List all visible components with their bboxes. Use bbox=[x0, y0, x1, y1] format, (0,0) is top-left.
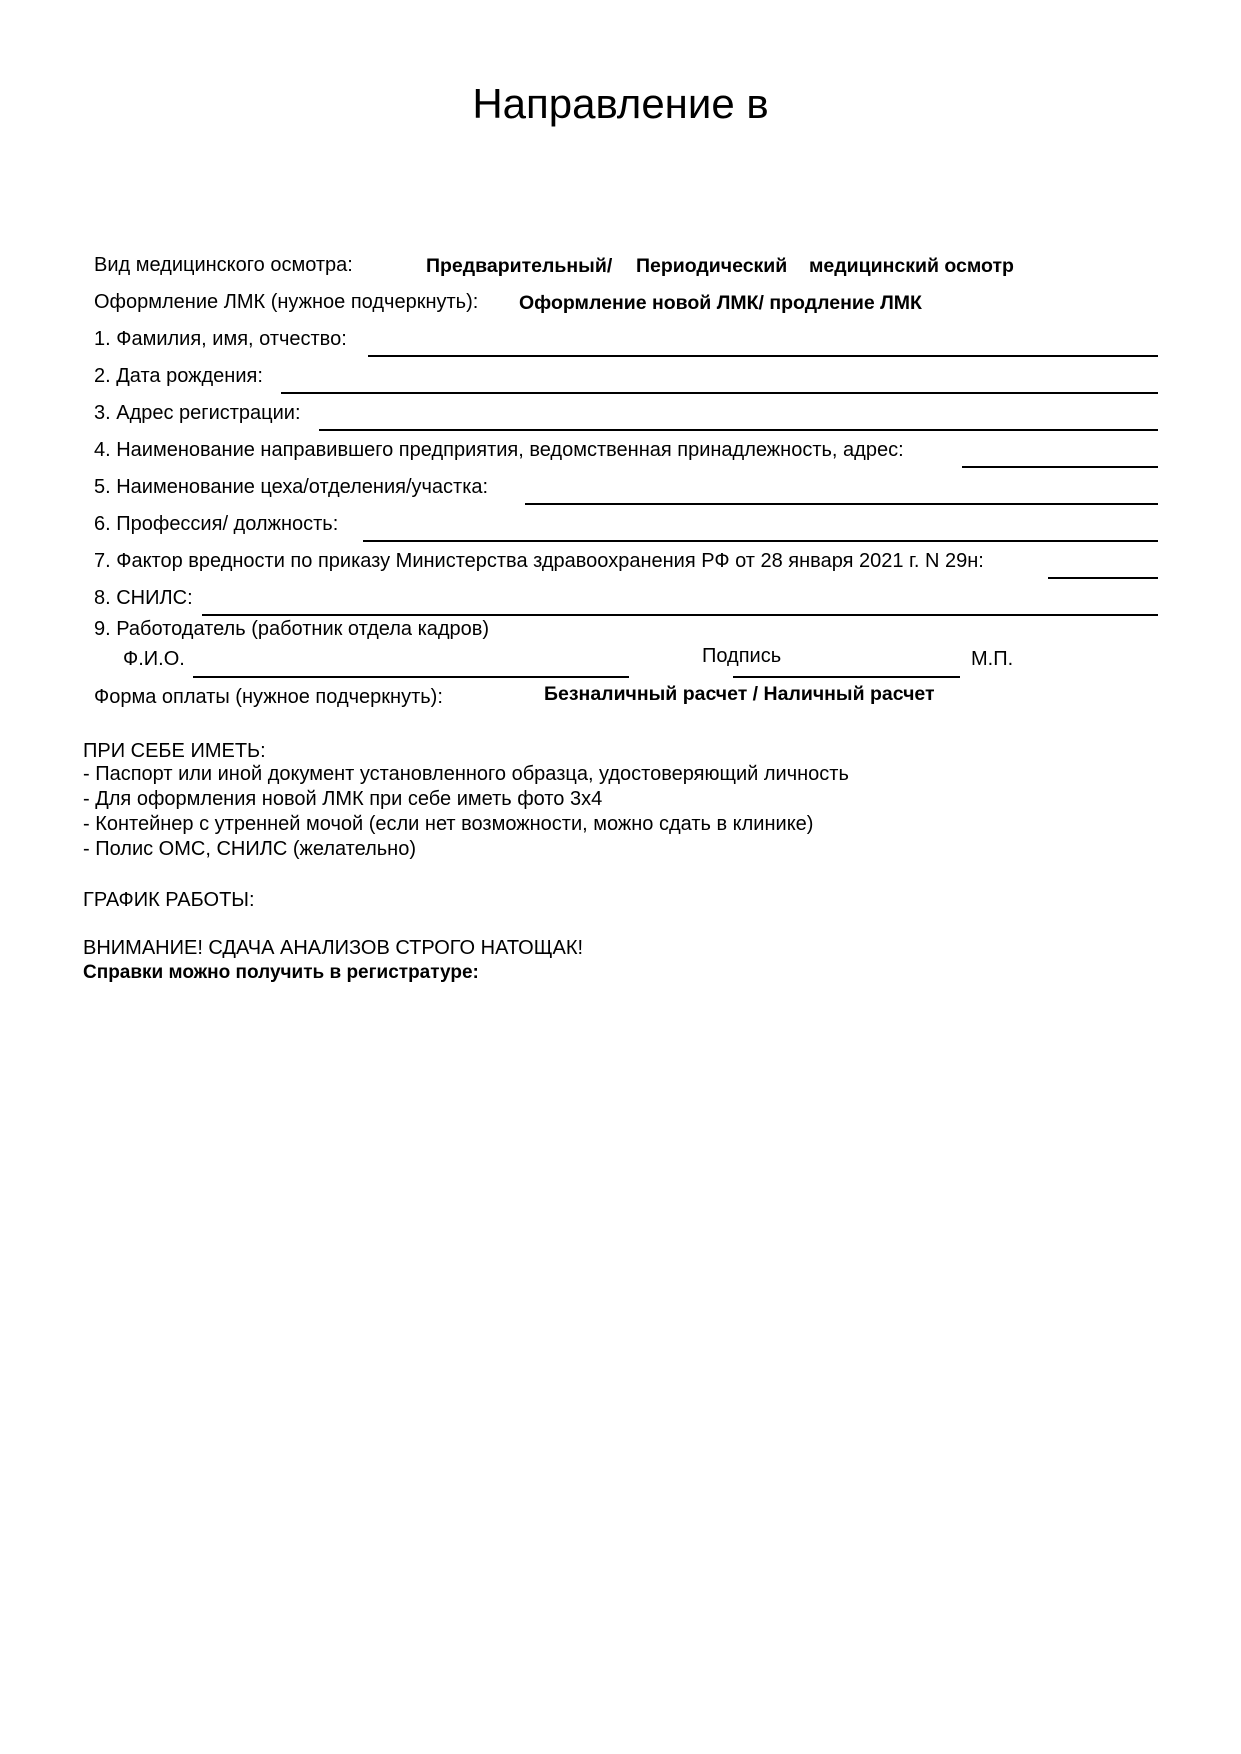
employer-signature-label: Подпись bbox=[702, 645, 782, 667]
field-company-label: 4. Наименование направившего предприятия, ведомственная принадлежность, адрес: bbox=[94, 439, 904, 461]
field-address-label: 3. Адрес регистрации: bbox=[94, 402, 301, 424]
bring-list bbox=[83, 762, 849, 862]
bring-heading: ПРИ СЕБЕ ИМЕТЬ: bbox=[83, 740, 266, 762]
list-item: - Контейнер с утренней мочой (если нет возможности, можно сдать в клинике) bbox=[83, 813, 814, 835]
lmk-label: Оформление ЛМК (нужное подчеркнуть): bbox=[94, 291, 479, 313]
lmk-options[interactable]: Оформление новой ЛМК/ продление ЛМК bbox=[519, 292, 922, 314]
employer-stamp-label: М.П. bbox=[971, 648, 1014, 670]
field-department-line[interactable] bbox=[525, 503, 1158, 505]
field-department-label: 5. Наименование цеха/отделения/участка: bbox=[94, 476, 489, 498]
field-full-name-label: 1. Фамилия, имя, отчество: bbox=[94, 328, 347, 350]
exam-type-suffix: медицинский осмотр bbox=[809, 255, 1014, 277]
field-position-line[interactable] bbox=[363, 540, 1158, 542]
employer-fio-label: Ф.И.О. bbox=[123, 648, 185, 670]
employer-fio-line[interactable] bbox=[193, 676, 629, 678]
employer-signature-line[interactable] bbox=[733, 676, 960, 678]
field-address-line[interactable] bbox=[319, 429, 1158, 431]
field-hazard-line[interactable] bbox=[1048, 577, 1158, 579]
field-snils-line[interactable] bbox=[202, 614, 1158, 616]
list-item: - Паспорт или иной документ установленного образца, удостоверяющий личность bbox=[83, 763, 849, 785]
exam-type-label: Вид медицинского осмотра: bbox=[94, 254, 353, 276]
field-birthdate-label: 2. Дата рождения: bbox=[94, 365, 263, 387]
field-company-line[interactable] bbox=[962, 466, 1158, 468]
list-item: - Для оформления новой ЛМК при себе иметь фото 3х4 bbox=[83, 788, 603, 810]
payment-label: Форма оплаты (нужное подчеркнуть): bbox=[94, 686, 443, 708]
list-item: - Полис ОМС, СНИЛС (желательно) bbox=[83, 838, 416, 860]
info-text: Справки можно получить в регистратуре: bbox=[83, 962, 479, 983]
page-title: Направление в bbox=[472, 80, 769, 127]
warning-text: ВНИМАНИЕ! СДАЧА АНАЛИЗОВ СТРОГО НАТОЩАК! bbox=[83, 937, 584, 959]
field-birthdate-line[interactable] bbox=[281, 392, 1158, 394]
exam-option-preliminary[interactable]: Предварительный/ bbox=[426, 255, 613, 277]
exam-option-periodic[interactable]: Периодический bbox=[636, 255, 788, 277]
field-snils-label: 8. СНИЛС: bbox=[94, 587, 193, 609]
schedule-heading: ГРАФИК РАБОТЫ: bbox=[83, 889, 255, 911]
field-position-label: 6. Профессия/ должность: bbox=[94, 513, 339, 535]
field-full-name-line[interactable] bbox=[368, 355, 1158, 357]
field-hazard-label: 7. Фактор вредности по приказу Министерства здравоохранения РФ от 28 января 2021 г. N 29н: bbox=[94, 550, 984, 572]
payment-options[interactable]: Безналичный расчет / Наличный расчет bbox=[544, 683, 935, 705]
field-employer-label: 9. Работодатель (работник отдела кадров) bbox=[94, 618, 490, 640]
